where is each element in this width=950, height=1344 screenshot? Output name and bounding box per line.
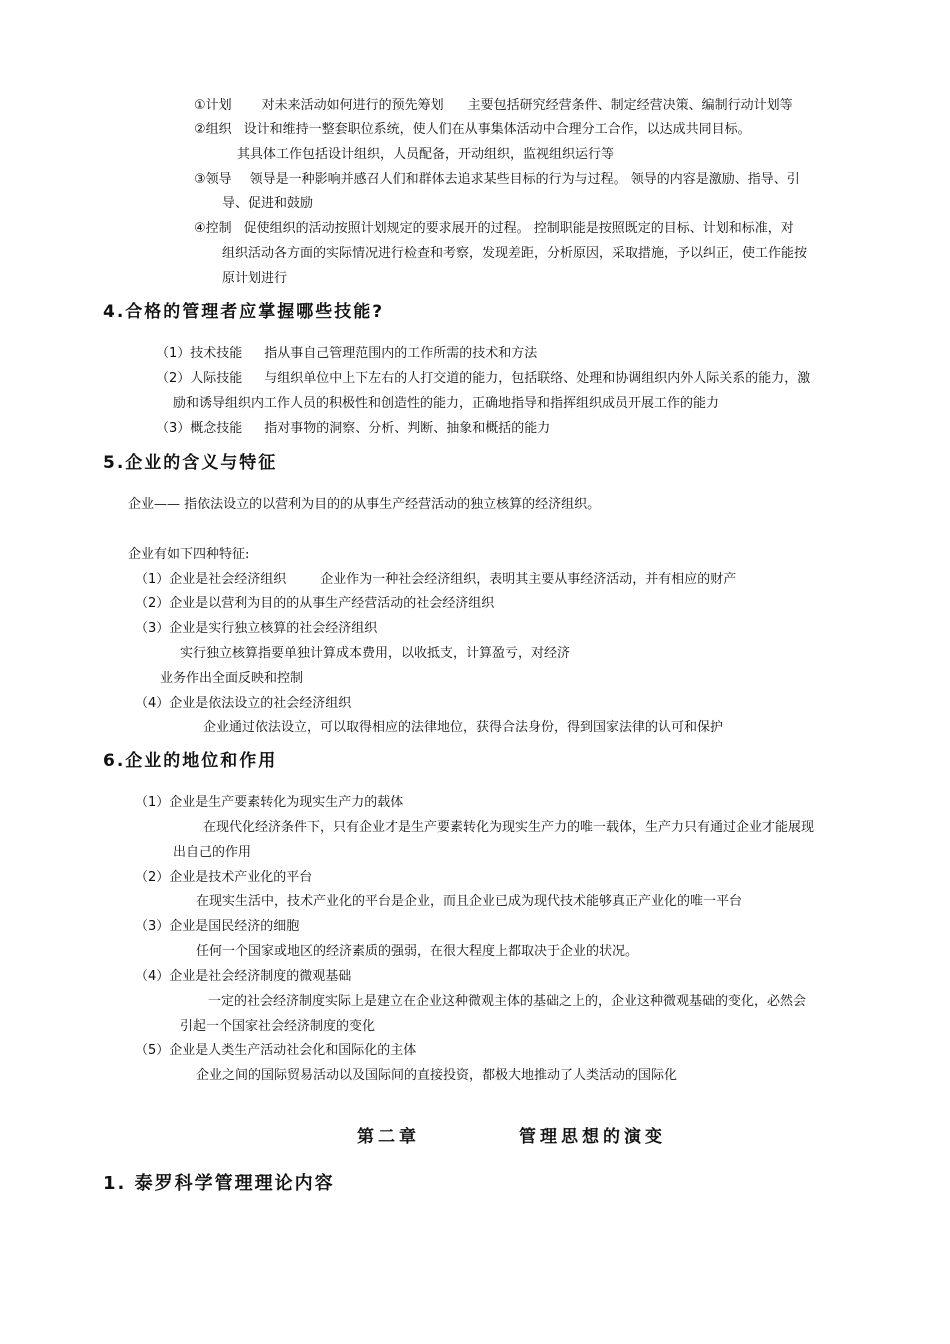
- skill-technical-desc: 指从事自己管理范围内的工作所需的技术和方法: [264, 346, 538, 361]
- feature-2-title: （2）企业是以营利为目的的从事生产经营活动的社会经济组织: [135, 596, 495, 611]
- role-4-desc-2: 引起一个国家社会经济制度的变化: [180, 1019, 376, 1034]
- features-intro: 企业有如下四种特征:: [128, 547, 250, 562]
- role-2-desc: 在现实生活中，技术产业化的平台是企业，而且企业已成为现代技术能够真正产业化的唯一平台: [196, 894, 743, 909]
- role-4-desc-1: 一定的社会经济制度实际上是建立在企业这种微观主体的基础之上的，企业这种微观基础的变化，必然会: [208, 994, 807, 1009]
- role-5-desc: 企业之间的国际贸易活动以及国际间的直接投资，都极大地推动了人类活动的国际化: [196, 1068, 678, 1083]
- feature-4-title: （4）企业是依法设立的社会经济组织: [135, 696, 352, 711]
- plan-content: 主要包括研究经营条件、制定经营决策、编制行动计划等: [467, 98, 793, 113]
- role-4-title: （4）企业是社会经济制度的微观基础: [135, 969, 352, 984]
- section-5-heading: 5.企业的含义与特征: [103, 453, 278, 473]
- skill-human-label: （2）人际技能: [156, 371, 243, 386]
- role-1-desc-2: 出自己的作用: [173, 845, 252, 860]
- skill-technical-label: （1）技术技能: [156, 346, 243, 361]
- plan-line: [194, 96, 793, 116]
- control-label: ④控制: [194, 221, 232, 236]
- feature-3-title: （3）企业是实行独立核算的社会经济组织: [135, 621, 378, 636]
- skill-technical-line: [156, 344, 537, 364]
- role-1-desc-1: 在现代化经济条件下，只有企业才是生产要素转化为现实生产力的唯一载体，生产力只有通过企业才能展现: [203, 820, 815, 835]
- organize-label: ②组织: [194, 122, 232, 137]
- lead-definition: 领导是一种影响并感召人们和群体去追求某些目标的行为与过程。 领导的内容是激励、指导、引: [249, 172, 800, 187]
- feature-1-desc: 企业作为一种社会经济组织，表明其主要从事经济活动，并有相应的财产: [320, 572, 737, 587]
- enterprise-definition: 企业—— 指依法设立的以营利为目的的从事生产经营活动的独立核算的经济组织。: [128, 497, 601, 512]
- role-5-title: （5）企业是人类生产活动社会化和国际化的主体: [135, 1043, 417, 1058]
- section-4-heading: 4.合格的管理者应掌握哪些技能?: [103, 302, 385, 322]
- skill-human-line: [156, 369, 810, 389]
- section-6-heading: 6.企业的地位和作用: [103, 751, 278, 771]
- lead-cont-line: 导、促进和鼓励: [222, 196, 314, 211]
- skill-human-desc: 与组织单位中上下左右的人打交道的能力，包括联络、处理和协调组织内外人际关系的能力，激: [264, 371, 811, 386]
- feature-3-desc-1: 实行独立核算指要单独计算成本费用，以收抵支，计算盈亏，对经济: [180, 646, 571, 661]
- feature-4-desc: 企业通过依法设立，可以取得相应的法律地位，获得合法身份，得到国家法律的认可和保护: [203, 720, 724, 735]
- organize-line: [194, 120, 751, 140]
- organize-work-line: 其具体工作包括设计组织，人员配备，开动组织，监视组织运行等: [237, 147, 615, 162]
- feature-3-desc-2: 业务作出全面反映和控制: [160, 671, 304, 686]
- role-2-title: （2）企业是技术产业化的平台: [135, 870, 313, 885]
- taylor-heading: 1. 泰罗科学管理理论内容: [103, 1173, 335, 1194]
- skill-conceptual-line: [156, 419, 550, 439]
- role-1-title: （1）企业是生产要素转化为现实生产力的载体: [135, 795, 404, 810]
- plan-definition: 对未来活动如何进行的预先筹划: [261, 98, 444, 113]
- lead-label: ③领导: [194, 172, 232, 187]
- control-cont-line-1: 组织活动各方面的实际情况进行检查和考察，发现差距，分析原因，采取措施，予以纠正，使工作能按: [222, 246, 808, 261]
- organize-definition: 设计和维持一整套职位系统，使人们在从事集体活动中合理分工合作，以达成共同目标。: [243, 122, 751, 137]
- skill-conceptual-label: （3）概念技能: [156, 421, 243, 436]
- control-cont-line-2: 原计划进行: [222, 271, 288, 286]
- control-definition: 促使组织的活动按照计划规定的要求展开的过程。 控制职能是按照既定的目标、计划和标准，对: [243, 221, 794, 236]
- lead-line: [194, 170, 800, 190]
- chapter-number: 第二章: [357, 1127, 420, 1147]
- skill-conceptual-desc: 指对事物的洞察、分析、判断、抽象和概括的能力: [264, 421, 551, 436]
- feature-1-title: （1）企业是社会经济组织: [135, 572, 287, 587]
- plan-label: ①计划: [194, 98, 232, 113]
- role-3-desc: 任何一个国家或地区的经济素质的强弱，在很大程度上都取决于企业的状况。: [196, 944, 639, 959]
- chapter-title: 管理思想的演变: [519, 1127, 666, 1147]
- feature-1-line: [135, 570, 736, 590]
- skill-human-cont: 励和诱导组织内工作人员的积极性和创造性的能力，正确地指导和指挥组织成员开展工作的能力: [173, 396, 720, 411]
- role-3-title: （3）企业是国民经济的细胞: [135, 919, 300, 934]
- control-line: [194, 219, 794, 239]
